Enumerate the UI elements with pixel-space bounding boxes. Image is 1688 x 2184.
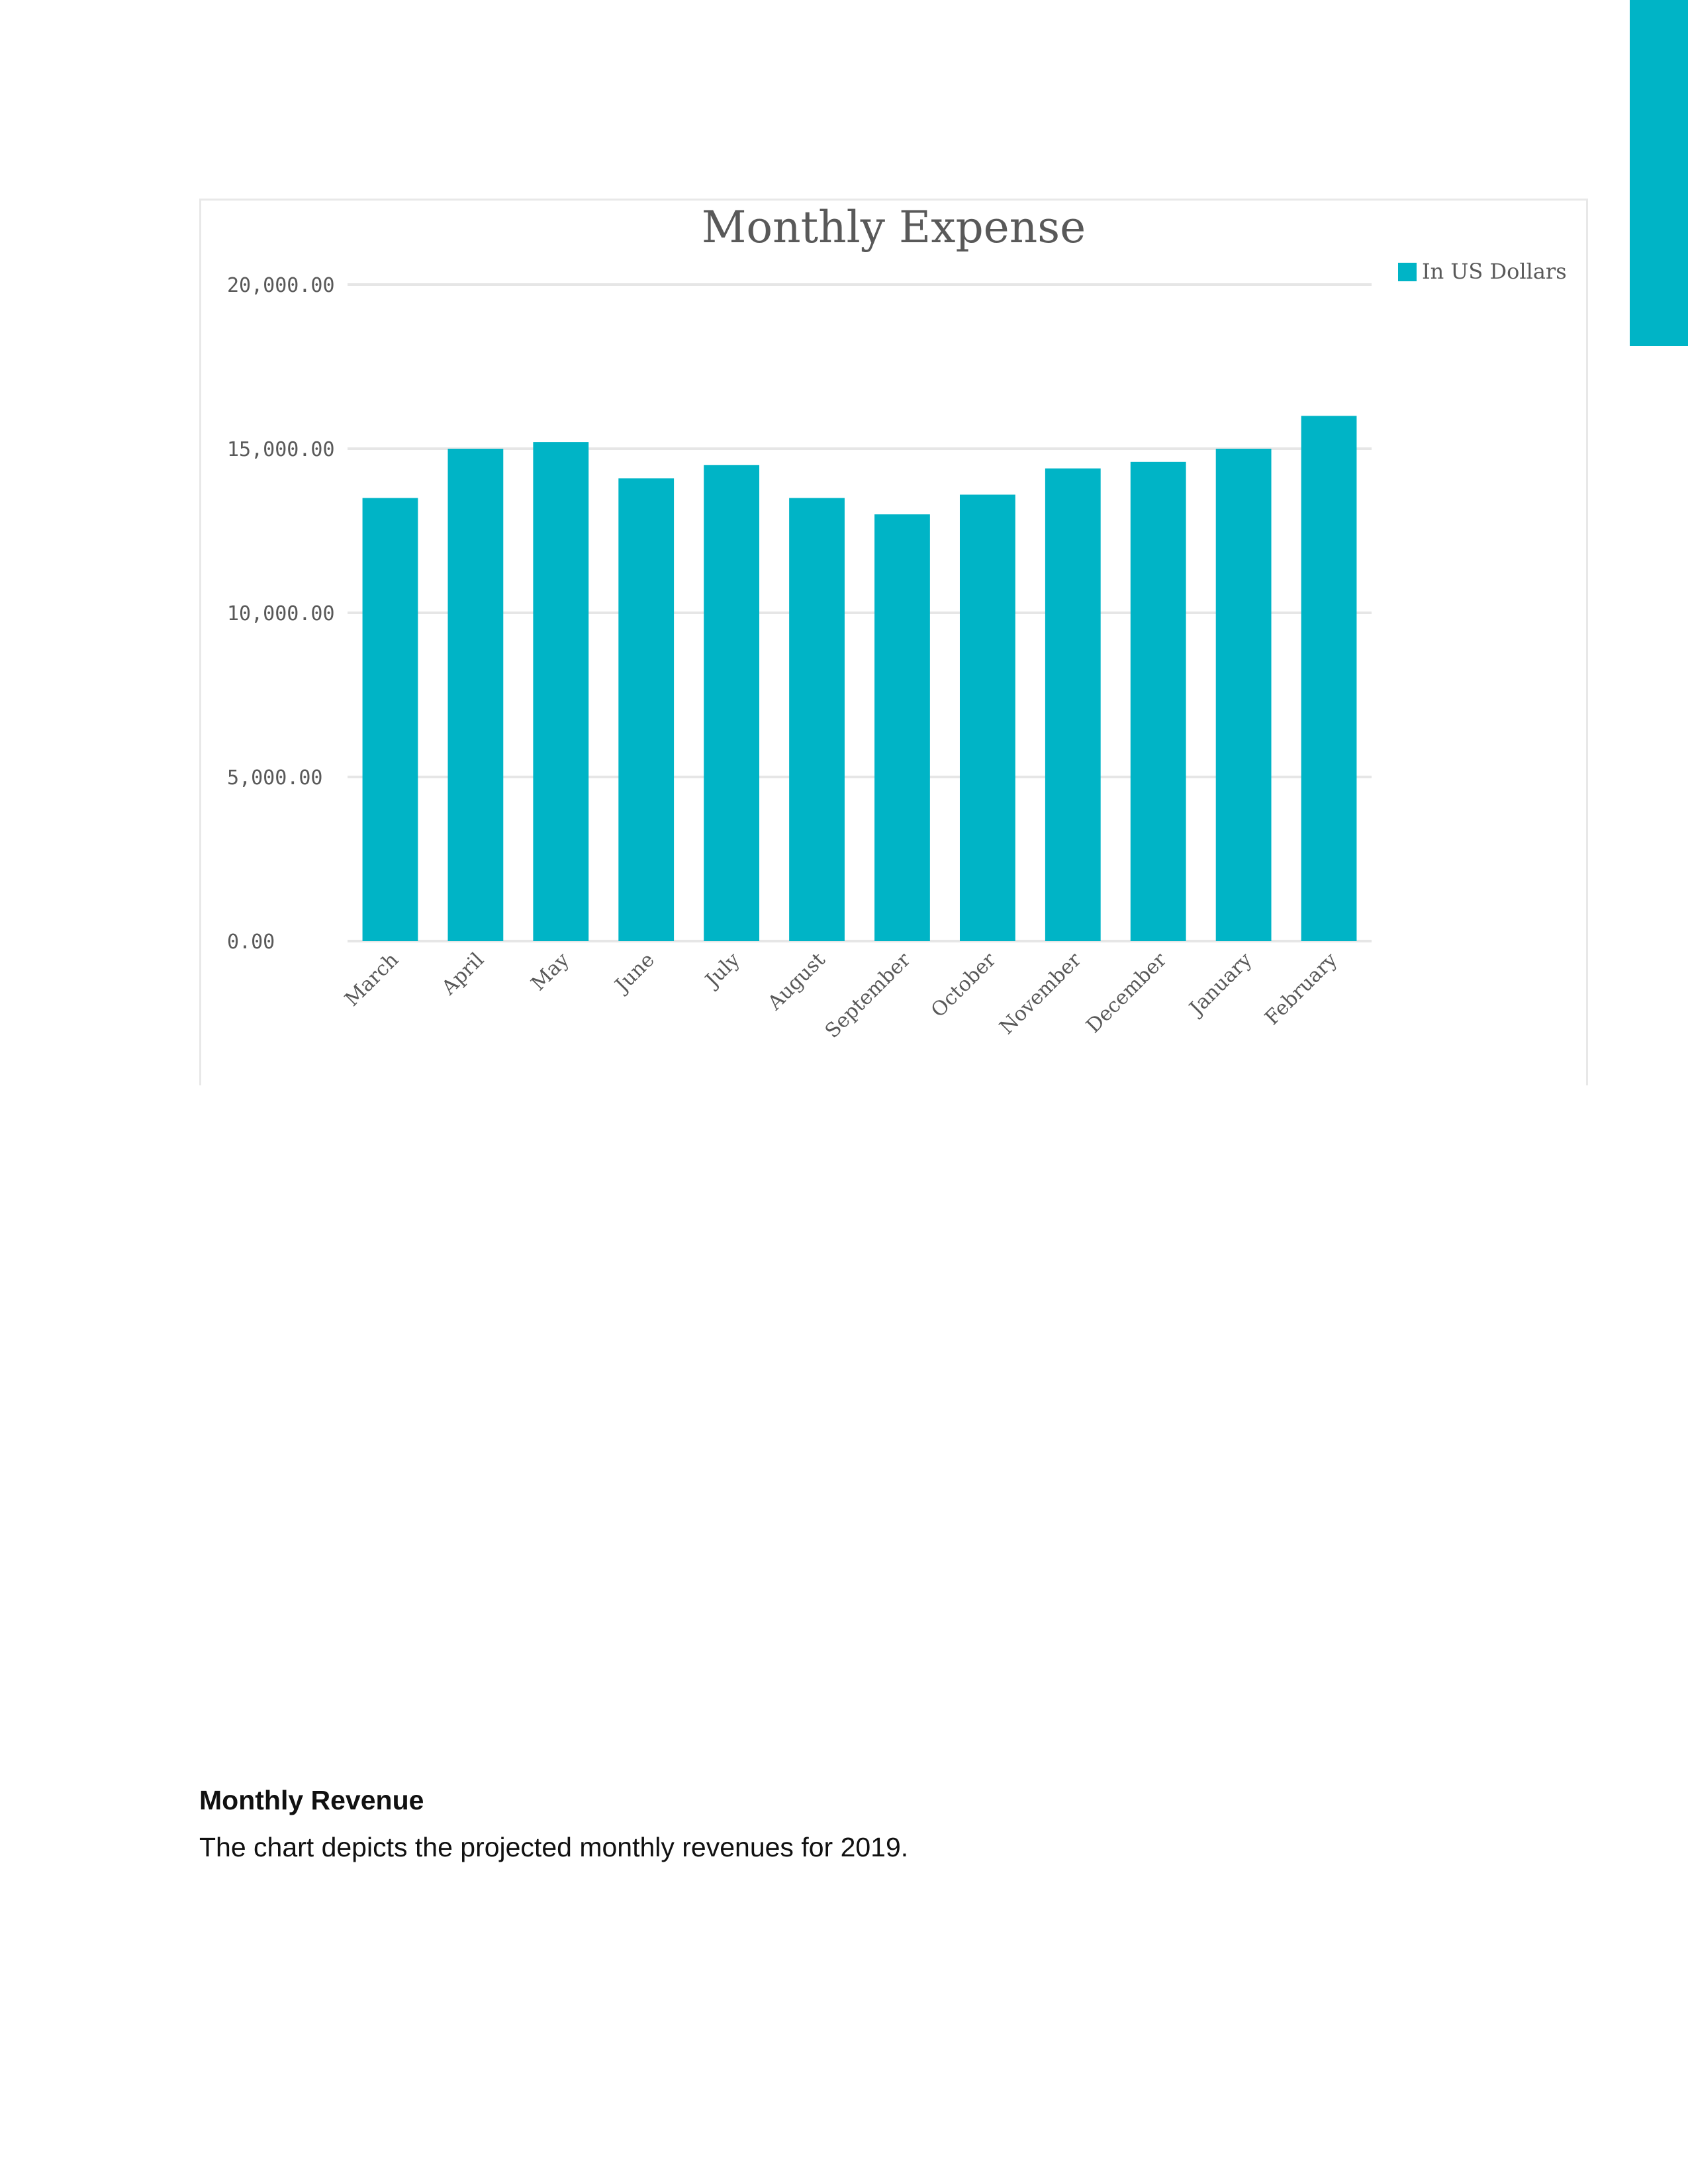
x-tick-labels (340, 948, 1342, 1042)
bar-february (1301, 416, 1357, 941)
x-tick-label: July (701, 948, 745, 992)
y-tick-label: 15,000.00 (227, 438, 335, 461)
x-tick-label: February (1260, 948, 1342, 1030)
legend (1398, 259, 1567, 284)
x-tick-label: April (437, 948, 489, 1000)
bar-january (1216, 449, 1272, 941)
x-tick-label: January (1185, 948, 1257, 1020)
x-tick-label: June (610, 948, 659, 997)
section-heading: Monthly Revenue (199, 1785, 424, 1815)
bars (363, 416, 1357, 941)
section-text: The chart depicts the projected monthly revenues for 2019. (199, 1832, 909, 1862)
bar-july (704, 465, 759, 941)
x-tick-label: May (526, 948, 574, 996)
bar-march (363, 498, 418, 941)
bar-november (1045, 469, 1101, 941)
x-tick-label: December (1082, 948, 1172, 1038)
y-tick-label: 5,000.00 (227, 766, 323, 790)
bar-june (618, 478, 674, 941)
bar-october (960, 494, 1015, 941)
x-tick-label: September (820, 948, 915, 1043)
chart-title: Monthly Expense (701, 202, 1086, 253)
bar-april (447, 449, 503, 941)
x-tick-label: November (995, 948, 1086, 1039)
bar-august (789, 498, 845, 941)
legend-label: In US Dollars (1422, 259, 1567, 284)
y-tick-label: 0.00 (227, 931, 275, 954)
bar-september (874, 514, 930, 941)
y-tick-label: 10,000.00 (227, 602, 335, 625)
y-tick-labels (227, 274, 335, 954)
bar-may (533, 442, 588, 941)
bar-december (1131, 462, 1186, 941)
x-tick-label: October (926, 948, 1001, 1023)
x-tick-label: August (763, 948, 830, 1015)
y-tick-label: 20,000.00 (227, 274, 335, 297)
x-tick-label: March (340, 948, 404, 1011)
legend-swatch (1398, 263, 1417, 281)
